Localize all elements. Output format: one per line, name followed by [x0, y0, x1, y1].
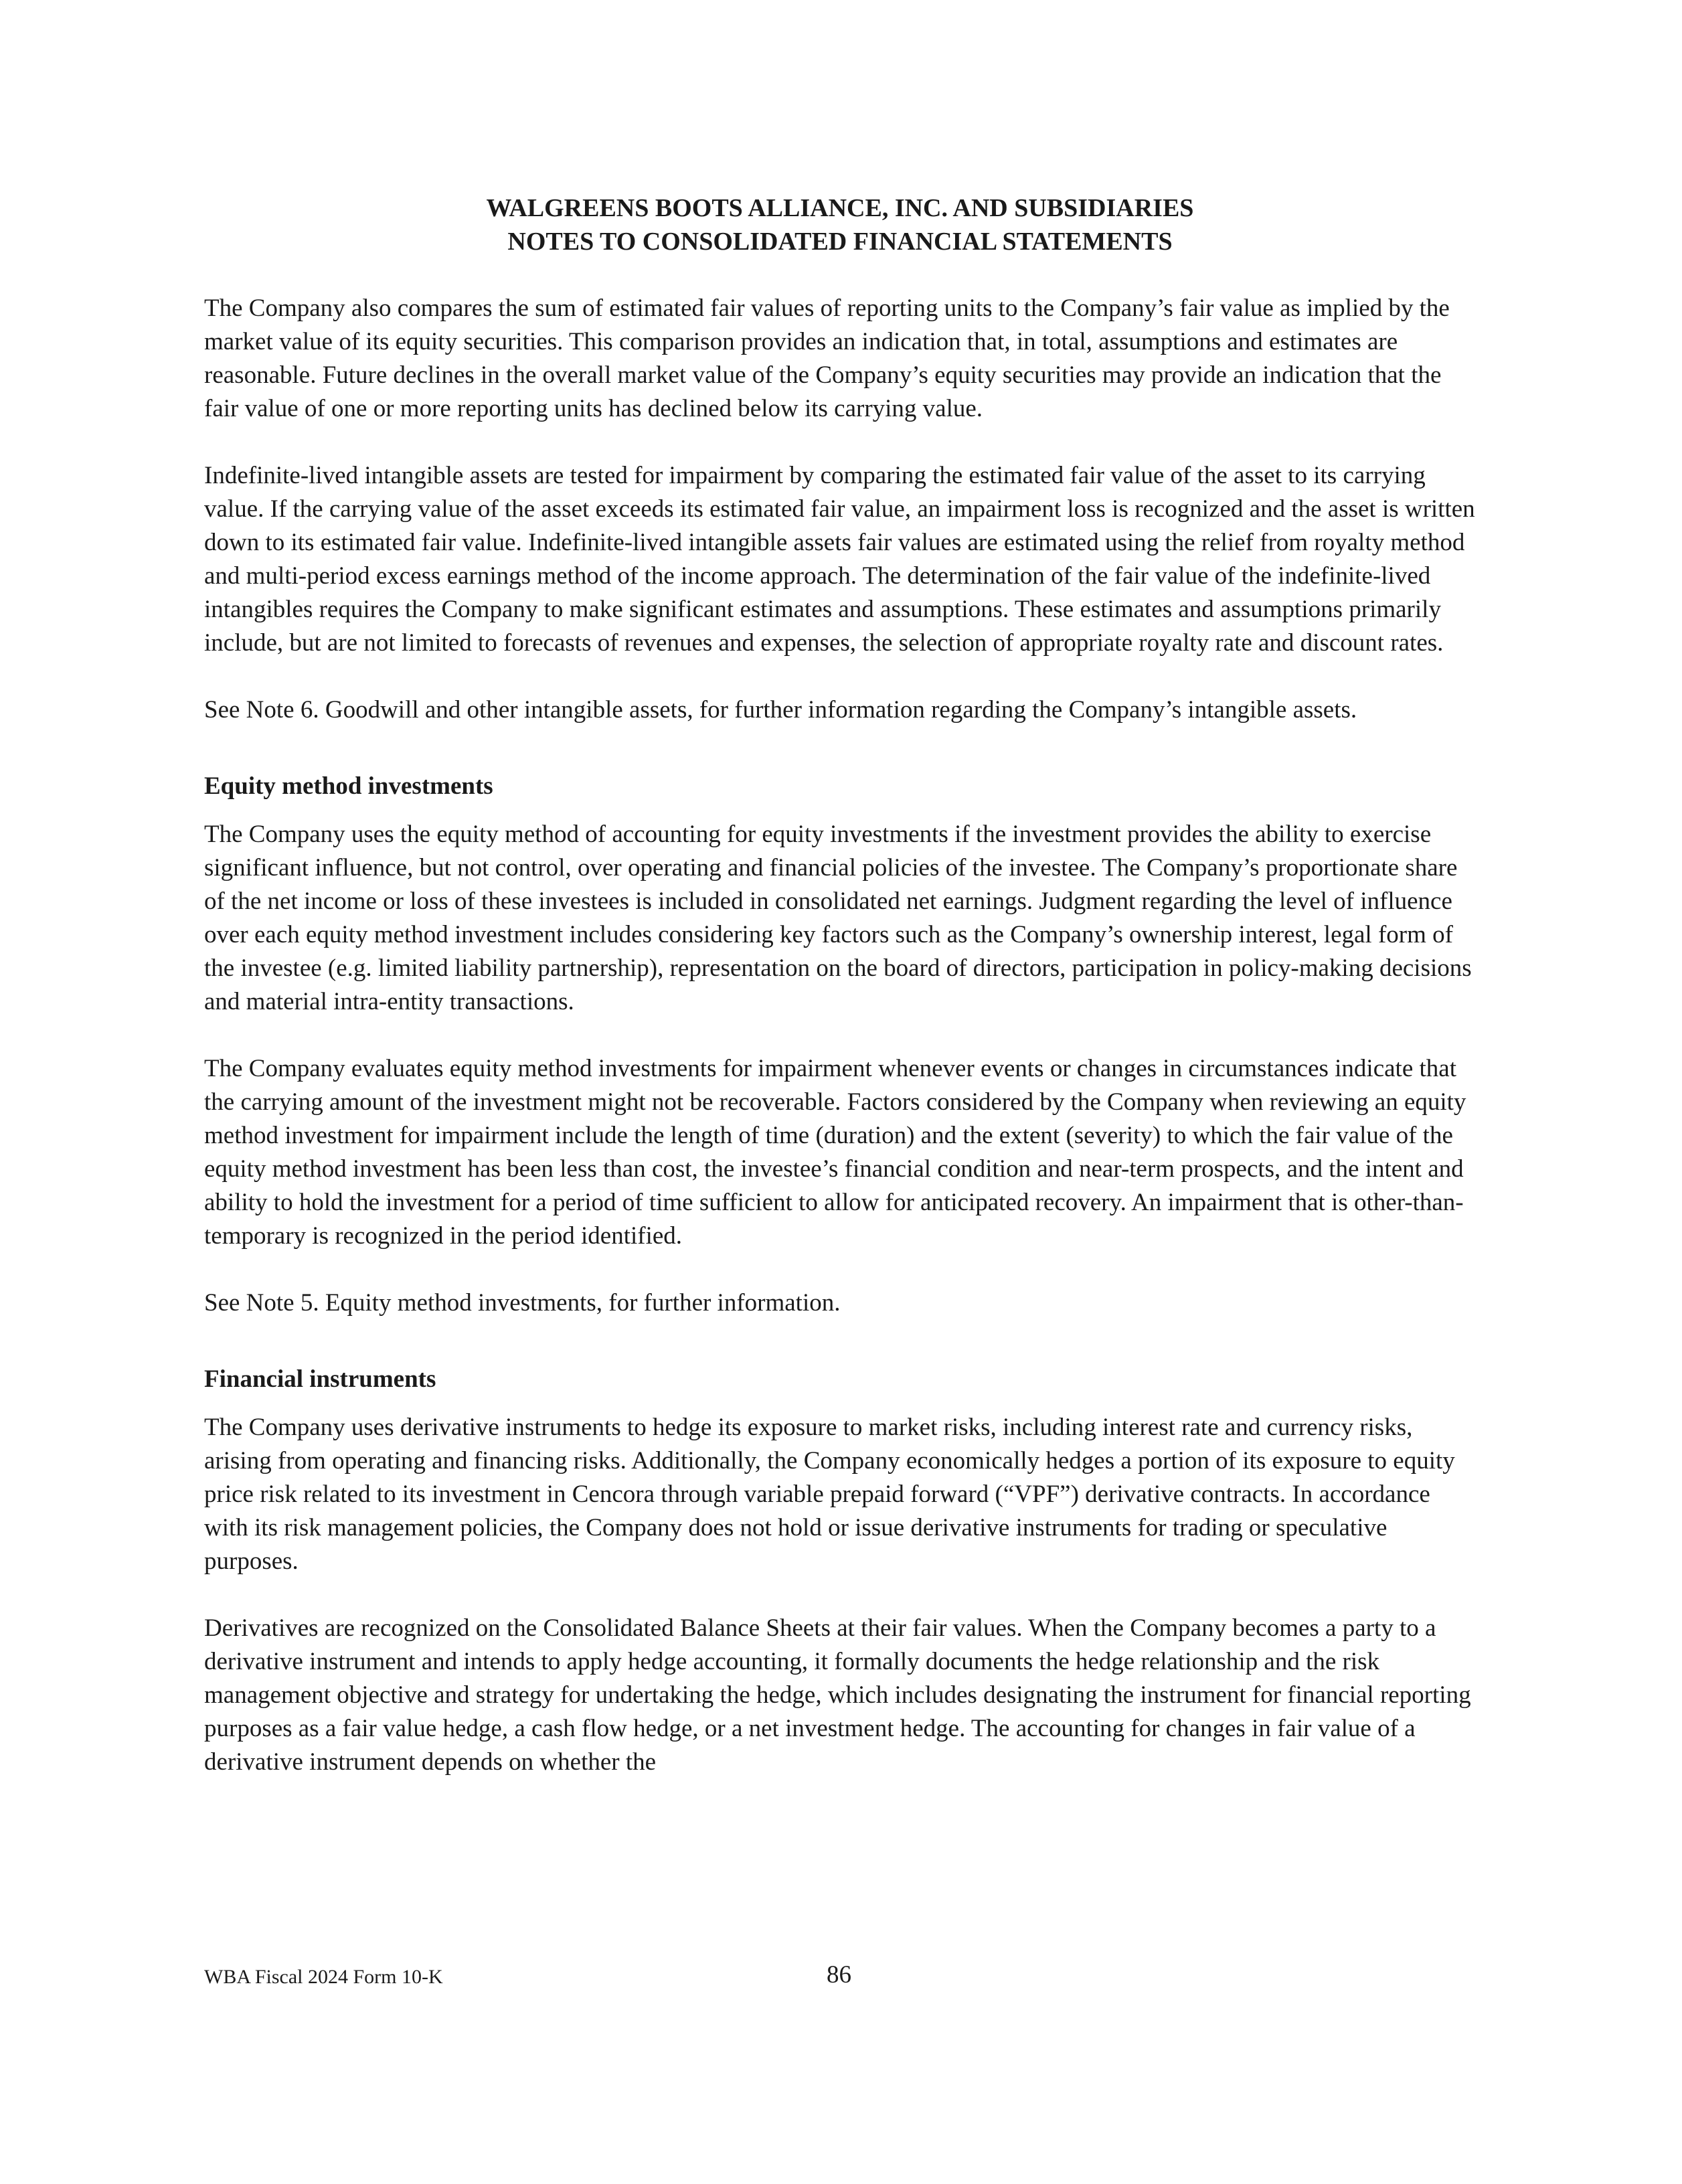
paragraph-derivative-hedge: The Company uses derivative instruments to hedge its exposure to market risks, including interest rate and currency risks, arising from operating and financing risks. Additionally, the Company economically hedges a portion of its exposure to equity price risk related to its investment in Cencora through variable prepaid forward (“VPF”) derivative contracts. In accordance with its risk management policies, the Company does not hold or issue derivative instruments for trading or speculative purposes.: [204, 1414, 1455, 1575]
paragraph-fair-value-compare: The Company also compares the sum of estimated fair values of reporting units to the Company’s fair value as implied by the market value of its equity securities. This comparison provides an indication that, in total, assumptions and estimates are reasonable. Future declines in the overall market value of the Company’s equity securities may provide an indication that the fair value of one or more reporting units has declined below its carrying value.: [204, 295, 1450, 422]
section-heading-financial-instruments: Financial instruments: [204, 1365, 436, 1393]
document-page: [204, 191, 1476, 1779]
paragraph-derivatives-recognized: Derivatives are recognized on the Consolidated Balance Sheets at their fair values. When the Company becomes a party to a derivative instrument and intends to apply hedge accounting, it formally documents the hedge relationship and the risk management objective and strategy for undertaking the hedge, which includes designating the instrument for financial reporting purposes as a fair value hedge, a cash flow hedge, or a net investment hedge. The accounting for changes in fair value of a derivative instrument depends on whether the: [204, 1614, 1471, 1776]
paragraph-indefinite-lived: Indefinite-lived intangible assets are tested for impairment by comparing the estimated fair value of the asset to its carrying value. If the carrying value of the asset exceeds its estimated fair value, an impairment loss is recognized and the asset is written down to its estimated fair value. Indefinite-lived intangible assets fair values are estimated using the relief from royalty method and multi-period excess earnings method of the income approach. The determination of the fair value of the indefinite-lived intangibles requires the Company to make significant estimates and assumptions. These estimates and assumptions primarily include, but are not limited to forecasts of revenues and expenses, the selection of appropriate royalty rate and discount rates.: [204, 462, 1475, 657]
page-footer: [204, 1960, 1476, 1993]
paragraph-see-note-6: See Note 6. Goodwill and other intangible assets, for further information regarding the Company’s intangible assets.: [204, 696, 1357, 724]
paragraph-equity-method-accounting: The Company uses the equity method of accounting for equity investments if the investment provides the ability to exercise significant influence, but not control, over operating and financial policies of the investee. The Company’s proportionate share of the net income or loss of these investees is included in consolidated net earnings. Judgment regarding the level of influence over each equity method investment includes considering key factors such as the Company’s ownership interest, legal form of the investee (e.g. limited liability partnership), representation on the board of directors, participation in policy-making decisions and material intra-entity transactions.: [204, 821, 1472, 1015]
notes-heading: NOTES TO CONSOLIDATED FINANCIAL STATEMENTS: [507, 228, 1173, 256]
page-number: 86: [827, 1961, 851, 1989]
section-heading-equity-method: Equity method investments: [204, 772, 493, 800]
document-title: [204, 191, 1476, 258]
company-name-heading: WALGREENS BOOTS ALLIANCE, INC. AND SUBSIDIARIES: [486, 194, 1194, 222]
footer-form-label: WBA Fiscal 2024 Form 10-K: [204, 1966, 443, 1988]
paragraph-see-note-5: See Note 5. Equity method investments, for further information.: [204, 1289, 841, 1317]
paragraph-equity-method-impairment: The Company evaluates equity method investments for impairment whenever events or changes in circumstances indicate that the carrying amount of the investment might not be recoverable. Factors considered by the Company when reviewing an equity method investment for impairment include the length of time (duration) and the extent (severity) to which the fair value of the equity method investment has been less than cost, the investee’s financial condition and near-term prospects, and the intent and ability to hold the investment for a period of time sufficient to allow for anticipated recovery. An impairment that is other-than-temporary is recognized in the period identified.: [204, 1055, 1466, 1250]
